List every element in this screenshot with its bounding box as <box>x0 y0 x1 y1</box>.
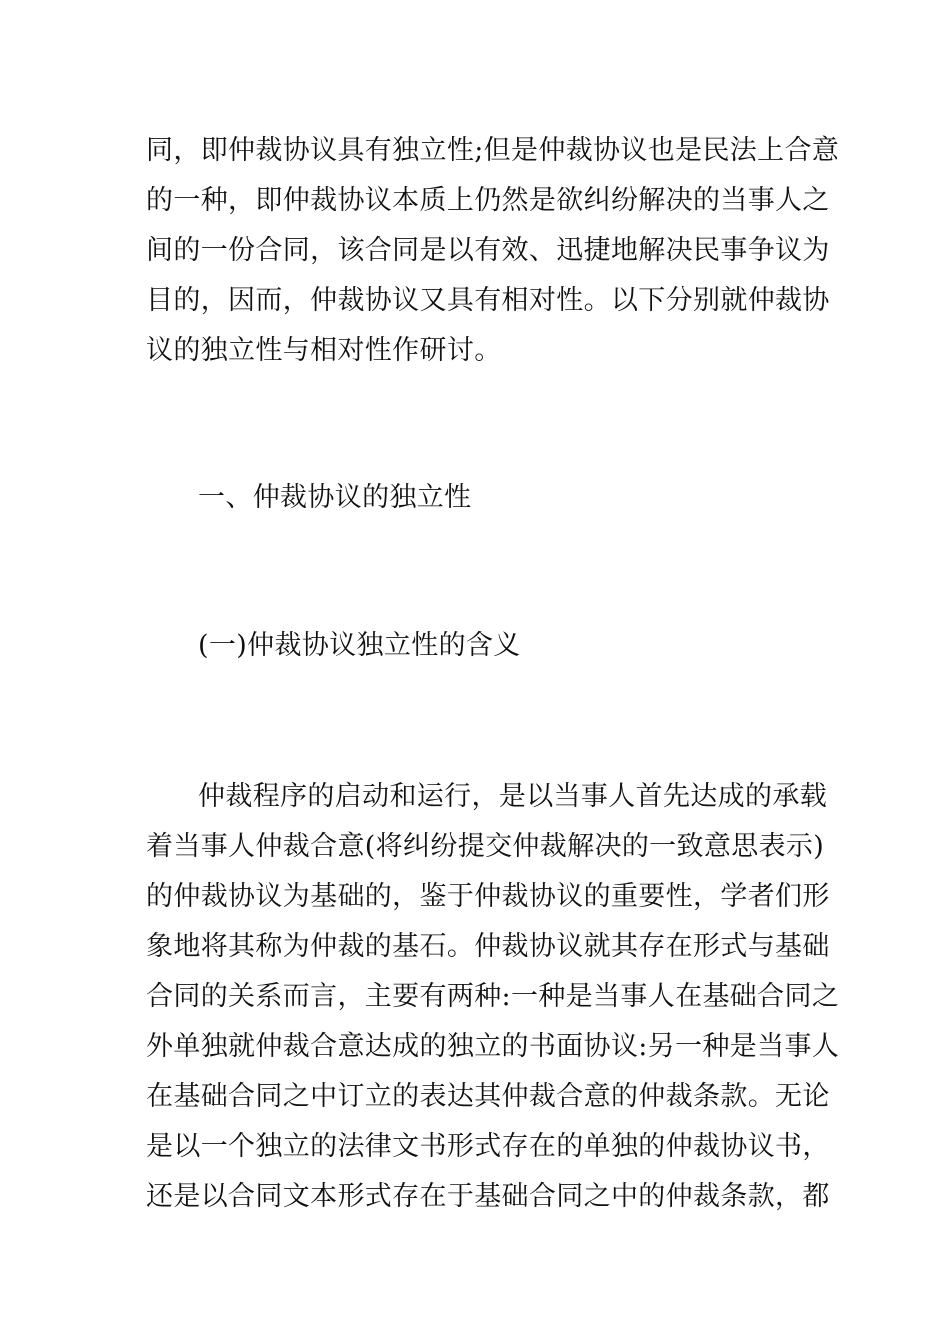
paragraph-line: 同，即仲裁协议具有独立性;但是仲裁协议也是民法上合意 <box>146 135 840 166</box>
paragraph-line: 是以一个独立的法律文书形式存在的单独的仲裁协议书， <box>146 1131 830 1162</box>
paragraph-line: 议的独立性与相对性作研讨。 <box>146 335 502 366</box>
paragraph-line: 间的一份合同，该合同是以有效、迅捷地解决民事争议为 <box>146 235 830 266</box>
paragraph-line: 在基础合同之中订立的表达其仲裁合意的仲裁条款。无论 <box>146 1081 830 1112</box>
paragraph-line: 外单独就仲裁合意达成的独立的书面协议:另一种是当事人 <box>146 1031 840 1062</box>
paragraph-line: 象地将其称为仲裁的基石。仲裁协议就其存在形式与基础 <box>146 931 830 962</box>
subsection-heading: (一)仲裁协议独立性的含义 <box>198 630 521 661</box>
paragraph-line: 仲裁程序的启动和运行，是以当事人首先达成的承载 <box>198 781 828 812</box>
paragraph-line: 目的，因而，仲裁协议又具有相对性。以下分别就仲裁协 <box>146 285 830 316</box>
paragraph-line: 的一种，即仲裁协议本质上仍然是欲纠纷解决的当事人之 <box>146 185 830 216</box>
paragraph-line: 着当事人仲裁合意(将纠纷提交仲裁解决的一致意思表示) <box>146 831 825 862</box>
section-heading: 一、仲裁协议的独立性 <box>198 482 472 513</box>
paragraph-line: 的仲裁协议为基础的，鉴于仲裁协议的重要性，学者们形 <box>146 881 830 912</box>
paragraph-line: 还是以合同文本形式存在于基础合同之中的仲裁条款，都 <box>146 1181 830 1212</box>
paragraph-line: 合同的关系而言，主要有两种:一种是当事人在基础合同之 <box>146 981 840 1012</box>
